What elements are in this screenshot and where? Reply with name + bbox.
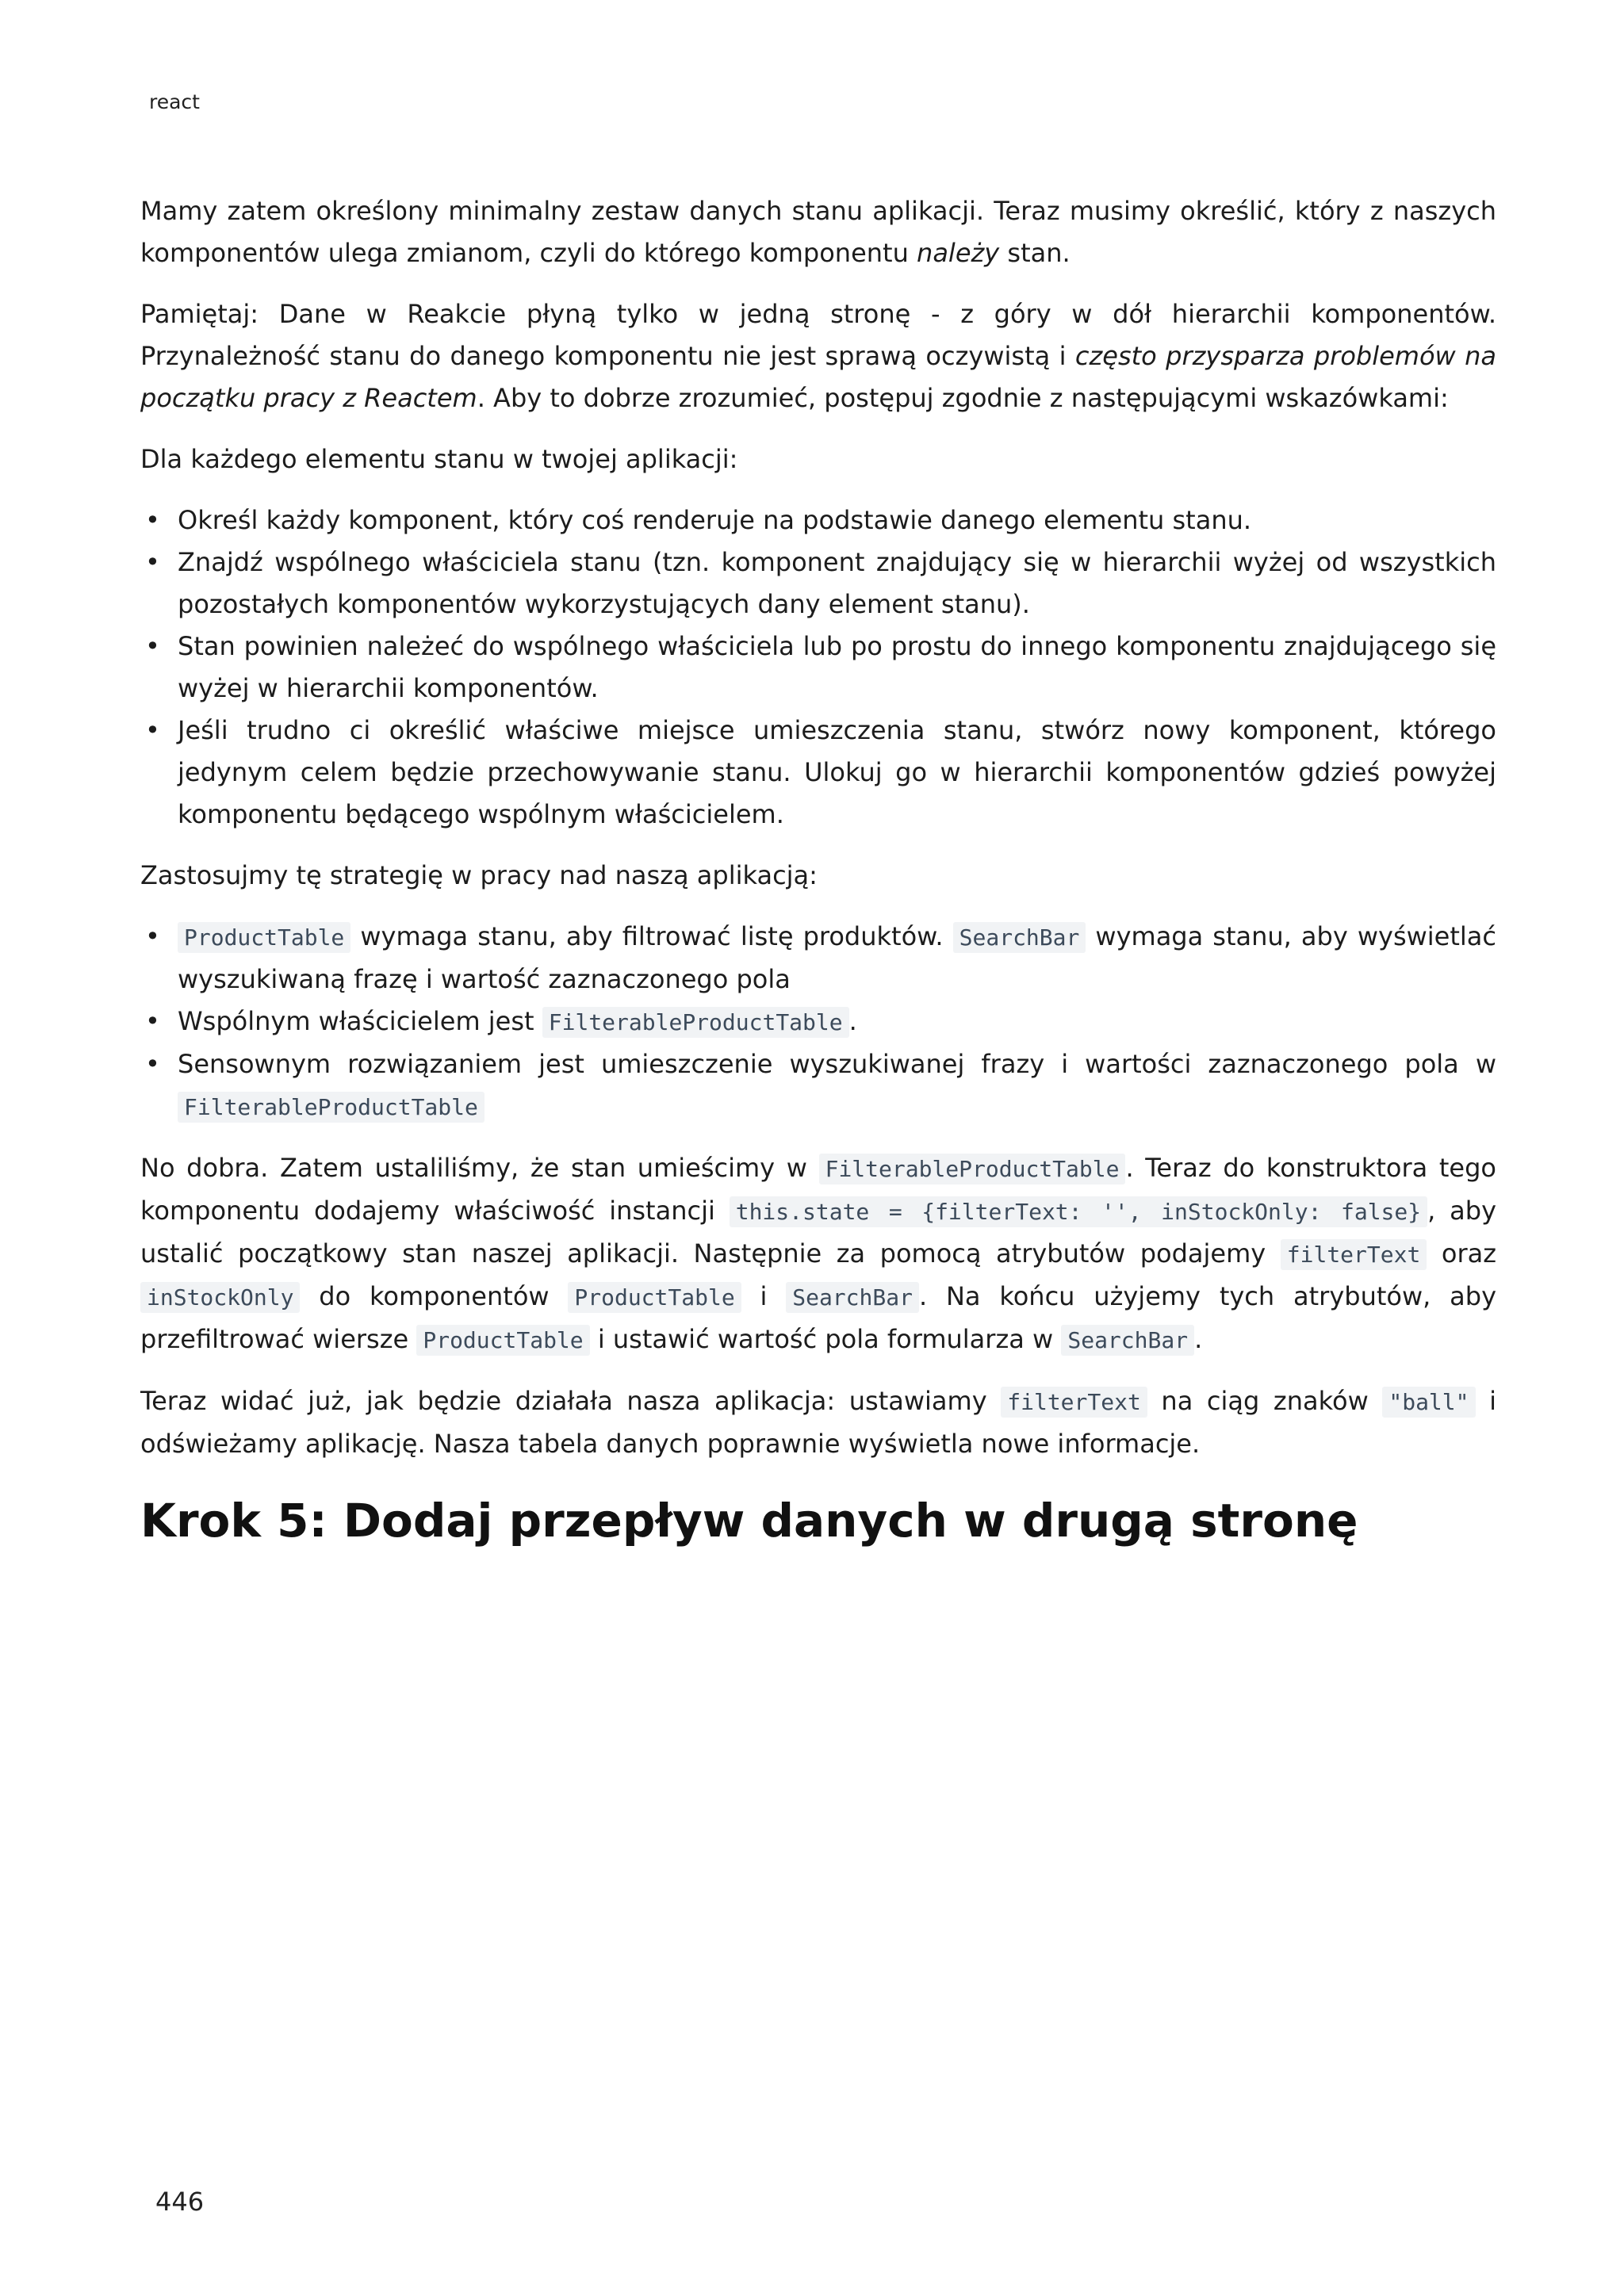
page-number: 446: [155, 2187, 205, 2217]
inline-code: filterText: [1001, 1387, 1147, 1418]
list-item: • Sensownym rozwiązaniem jest umieszczenie wyszukiwanej frazy i wartości zaznaczonego pola w FilterableProductTable: [140, 1043, 1496, 1128]
paragraph: Teraz widać już, jak będzie działała nasza aplikacja: ustawiamy filterText na ciąg znaków "ball" i odświeżamy aplikację. Nasza tabela danych poprawnie wyświetla nowe informacje.: [140, 1386, 1497, 1459]
paragraph: Zastosujmy tę strategię w pracy nad naszą aplikacją:: [140, 860, 818, 890]
inline-code: ProductTable: [416, 1325, 589, 1356]
list-item: • Określ każdy komponent, który coś renderuje na podstawie danego elementu stanu.: [140, 499, 1496, 541]
list-item: • Stan powinien należeć do wspólnego właściciela lub po prostu do innego komponentu znajdującego się wyżej w hierarchii komponentów.: [140, 626, 1496, 710]
inline-code: ProductTable: [568, 1282, 741, 1313]
page-content: [140, 190, 1496, 1552]
bullet-list: [140, 499, 1496, 836]
paragraph: Dla każdego elementu stanu w twojej aplikacji:: [140, 444, 738, 474]
list-item: • Znajdź wspólnego właściciela stanu (tzn. komponent znajdujący się w hierarchii wyżej od wszystkich pozostałych komponentów wykorzystujących dany element stanu).: [140, 541, 1496, 626]
emphasis: często przysparza problemów na początku pracy z Reactem: [140, 341, 1497, 413]
inline-code: SearchBar: [786, 1282, 919, 1313]
inline-code: FilterableProductTable: [542, 1007, 849, 1038]
list-item: • Jeśli trudno ci określić właściwe miejsce umieszczenia stanu, stwórz nowy komponent, którego jedynym celem będzie przechowywanie stanu. Ulokuj go w hierarchii komponentów gdzieś powyżej komponentu będącego wspólnym właścicielem.: [140, 710, 1496, 836]
inline-code: SearchBar: [953, 922, 1086, 953]
inline-code: ProductTable: [178, 922, 350, 953]
list-item: • Wspólnym właścicielem jest FilterableProductTable .: [140, 1001, 1496, 1043]
inline-code: this.state = {filterText: '', inStockOnly: false}: [730, 1196, 1427, 1227]
paragraph: Pamiętaj: Dane w Reakcie płyną tylko w jedną stronę - z góry w dół hierarchii komponentów. Przynależność stanu do danego komponentu nie jest sprawą oczywistą i często przysparza problemów na początku pracy z Reactem. Aby to dobrze zrozumieć, postępuj zgodnie z następującymi wskazówkami:: [140, 299, 1497, 413]
inline-code: "ball": [1382, 1387, 1475, 1418]
inline-code: FilterableProductTable: [819, 1154, 1126, 1184]
inline-code: SearchBar: [1061, 1325, 1194, 1356]
paragraph: Mamy zatem określony minimalny zestaw danych stanu aplikacji. Teraz musimy określić, który z naszych komponentów ulega zmianom, czyli do którego komponentu należy stan.: [140, 196, 1496, 268]
paragraph: No dobra. Zatem ustaliliśmy, że stan umieścimy w FilterableProductTable . Teraz do konstruktora tego komponentu dodajemy właściwość instancji this.state = {filterText: '', inStockOnly: false} , aby ustalić początkowy stan naszej aplikacji. Następnie za pomocą atrybutów podajemy filterText oraz inStockOnly do komponentów ProductTable i SearchBar . Na końcu użyjemy tych atrybutów, aby przefiltrować wiersze ProductTable i ustawić wartość pola formularza w SearchBar .: [140, 1153, 1497, 1354]
inline-code: FilterableProductTable: [178, 1092, 485, 1123]
bullet-list: [140, 916, 1496, 1128]
inline-code: filterText: [1281, 1239, 1427, 1270]
section-heading: Krok 5: Dodaj przepływ danych w drugą stronę: [140, 1494, 1358, 1548]
emphasis: należy: [917, 238, 1000, 268]
list-item: • ProductTable wymaga stanu, aby filtrować listę produktów. SearchBar wymaga stanu, aby wyświetlać wyszukiwaną frazę i wartość zaznaczonego pola: [140, 916, 1496, 1001]
running-header: react: [149, 90, 200, 113]
inline-code: inStockOnly: [140, 1282, 300, 1313]
